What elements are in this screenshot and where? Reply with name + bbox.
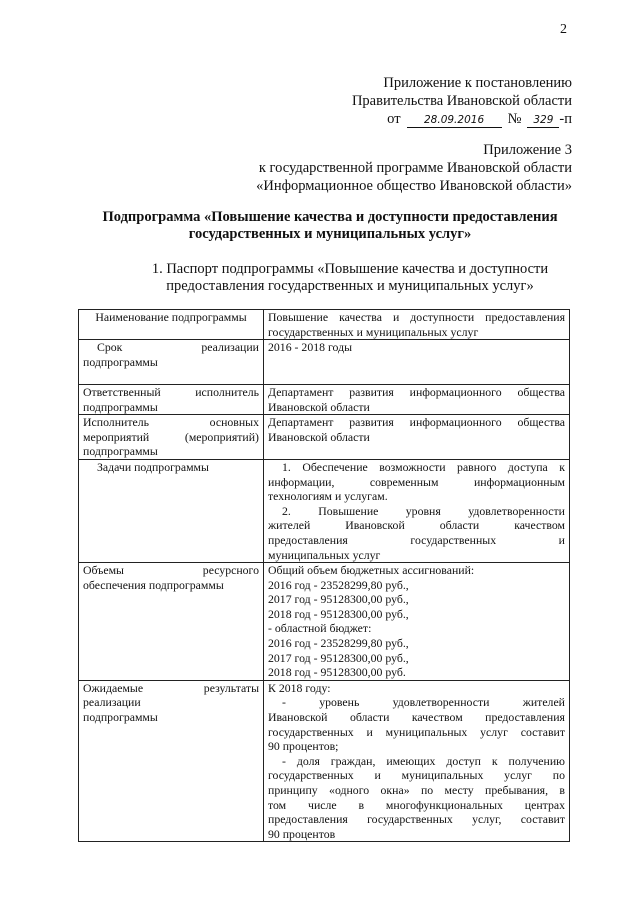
row-label: Наименование подпрограммы <box>79 310 264 340</box>
table-row <box>79 459 570 562</box>
row-label <box>79 459 264 562</box>
table-row <box>79 680 570 842</box>
row-label-line: подпрограммы <box>83 399 158 414</box>
budget-line: 2018 год - 95128300,00 руб. <box>268 665 406 680</box>
row-value <box>264 384 570 414</box>
result-line: принципу «одного окна» по месту пребывания, в <box>268 783 565 797</box>
row-label-line: Задачи подпрограммы <box>97 459 209 474</box>
row-label-line: подпрограммы <box>83 710 158 725</box>
row-value <box>264 415 570 460</box>
table-row <box>79 415 570 460</box>
row-value <box>264 563 570 681</box>
row-label <box>79 415 264 460</box>
row-label-line: реализации <box>83 695 141 710</box>
decree-date-line <box>352 110 572 128</box>
date-prefix: от <box>387 111 401 127</box>
decree-header <box>352 74 572 128</box>
subprogram-title-line1: Подпрограмма «Повышение качества и доступности предоставления <box>102 209 558 225</box>
task-line: технологиям и услугам. <box>268 489 388 504</box>
table-row <box>79 340 570 385</box>
row-value-line: Департамент развития информационного общества <box>268 415 565 430</box>
result-line: К 2018 году: <box>268 680 331 695</box>
result-line: 90 процентов; <box>268 739 339 754</box>
result-line: - уровень удовлетворенности жителей <box>282 695 565 710</box>
result-line: - доля граждан, имеющих доступ к получению <box>282 753 565 768</box>
row-value-line: Ивановской области <box>268 399 370 414</box>
task-line: 1. Обеспечение возможности равного доступа к <box>282 459 565 474</box>
row-label-line: подпрограммы <box>83 444 158 459</box>
table-row <box>79 310 570 340</box>
budget-line: 2016 год - 23528299,80 руб., <box>268 577 409 592</box>
row-label-line: Объемы ресурсного <box>83 563 259 578</box>
result-line: государственных и муниципальных услуг составит <box>268 724 565 739</box>
row-label-line: Исполнитель основных <box>83 415 259 430</box>
row-value-line: Повышение качества и доступности предоставления <box>268 310 565 324</box>
task-line: муниципальных услуг <box>268 547 381 562</box>
budget-line: 2016 год - 23528299,80 руб., <box>268 636 409 651</box>
table-row <box>79 563 570 681</box>
result-line: предоставления государственных услуг, составит <box>268 812 565 827</box>
task-line: жителей Ивановской области качеством <box>268 518 565 533</box>
decree-header-line1: Приложение к постановлению <box>383 75 572 91</box>
appendix-header-line3: «Информационное общество Ивановской области» <box>256 178 572 194</box>
decree-header-line2: Правительства Ивановской области <box>351 93 572 109</box>
row-value-line: Ивановской области <box>268 429 370 444</box>
row-value: 2016 - 2018 годы <box>264 340 570 385</box>
row-label <box>79 384 264 414</box>
row-value <box>264 459 570 562</box>
result-line: государственных и муниципальных услуг по <box>268 768 565 783</box>
row-label-line: обеспечения подпрограммы <box>83 577 224 592</box>
budget-line: 2017 год - 95128300,00 руб., <box>268 650 409 665</box>
row-value-line: Департамент развития информационного общества <box>268 384 565 399</box>
result-line: 90 процентов <box>268 826 336 841</box>
row-label <box>79 680 264 842</box>
appendix-header <box>256 141 572 195</box>
table-row <box>79 384 570 414</box>
result-line: Ивановской области качеством предоставления <box>268 710 565 725</box>
handwritten-date: 28.09.2016 <box>407 114 502 128</box>
budget-line: 2018 год - 95128300,00 руб., <box>268 606 409 621</box>
row-label-line: мероприятий (мероприятий) <box>83 429 259 444</box>
row-label-line: Срок реализации <box>97 340 259 355</box>
row-label-line: подпрограммы <box>83 354 158 369</box>
row-label-line: Ожидаемые результаты <box>83 680 259 695</box>
row-value <box>264 680 570 842</box>
number-suffix: -п <box>559 111 572 127</box>
row-value <box>264 310 570 340</box>
row-value-line: государственных и муниципальных услуг <box>268 324 479 339</box>
budget-line: Общий объем бюджетных ассигнований: <box>268 563 475 578</box>
passport-heading <box>80 261 620 295</box>
appendix-header-line2: к государственной программе Ивановской области <box>258 160 572 176</box>
task-line: информации, современным информационным <box>268 474 565 489</box>
row-label-line: Ответственный исполнитель <box>83 384 259 399</box>
row-label <box>79 563 264 681</box>
handwritten-number: 329 <box>527 114 559 128</box>
passport-heading-line2: предоставления государственных и муниципальных услуг» <box>166 278 534 294</box>
number-prefix: № <box>507 111 522 127</box>
task-line: предоставления государственных и <box>268 532 565 547</box>
passport-heading-line1: 1. Паспорт подпрограммы «Повышение качества и доступности <box>151 261 549 277</box>
appendix-header-line1: Приложение 3 <box>483 142 572 158</box>
budget-line: 2017 год - 95128300,00 руб., <box>268 592 409 607</box>
subprogram-title-line2: государственных и муниципальных услуг» <box>188 226 472 242</box>
budget-line: - областной бюджет: <box>268 621 372 636</box>
row-label <box>79 340 264 385</box>
task-line: 2. Повышение уровня удовлетворенности <box>282 503 565 518</box>
subprogram-title <box>80 209 580 243</box>
result-line: том числе в многофункциональных центрах <box>268 797 565 812</box>
page-number: 2 <box>560 22 567 37</box>
passport-table <box>78 309 570 842</box>
